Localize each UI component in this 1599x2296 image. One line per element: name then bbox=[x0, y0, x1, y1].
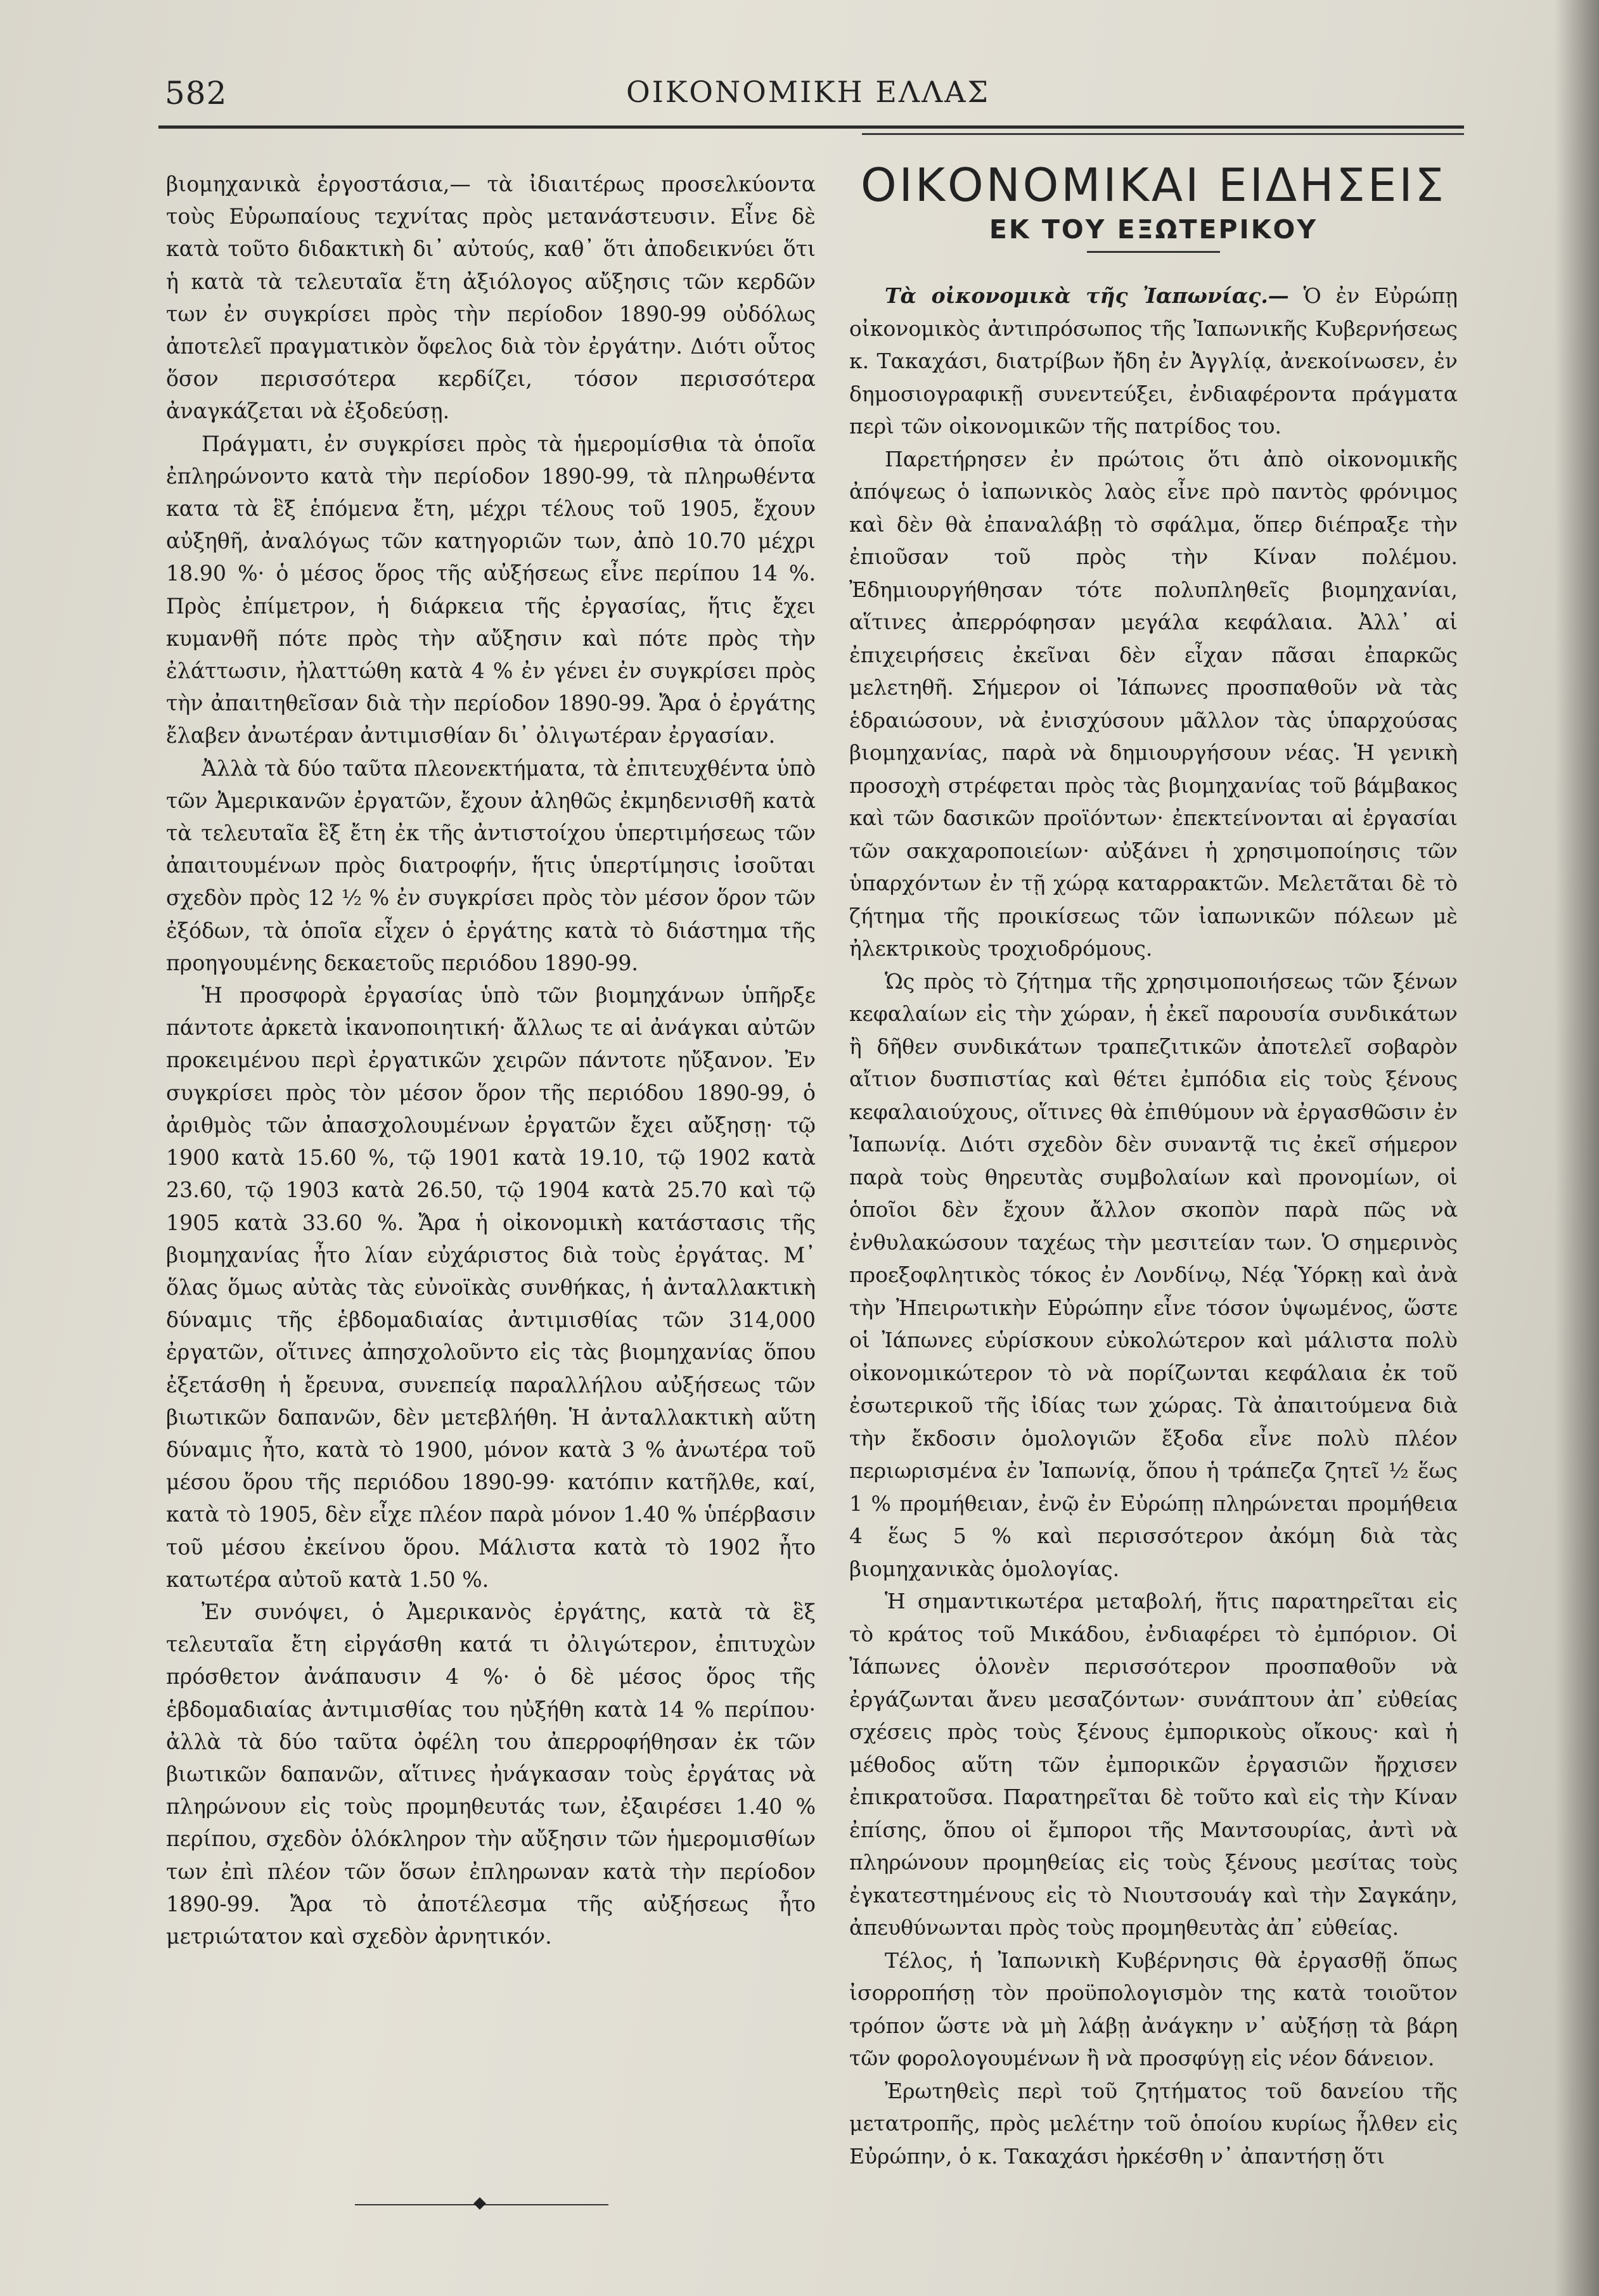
left-column bbox=[166, 168, 816, 1953]
running-title: ΟΙΚΟΝΟΜΙΚΗ ΕΛΛΑΣ bbox=[626, 75, 991, 109]
right-paragraph-3: Ἡ σημαντικωτέρα μεταβολή, ἥτις παρατηρεῖται εἰς τὸ κράτος τοῦ Μικάδου, ἐνδιαφέρει τὸ ἐμπόριον. Οἱ Ἰάπωνες ὁλονὲν περισσότερον προσπαθοῦν νὰ ἐργάζωνται ἄνευ μεσαζόντων· συνάπτουν ἀπ᾽ εὐθείας σχέσεις πρὸς τοὺς ξένους ἐμπορικοὺς οἴκους· καὶ ἡ μέθοδος αὕτη τῶν ἐμπορικῶν ἐργασιῶν ἤρχισεν ἐπικρατοῦσα. Παρατηρεῖται δὲ τοῦτο καὶ εἰς τὴν Κίναν ἐπίσης, ὅπου οἱ ἔμποροι τῆς Μαντσουρίας, ἀντὶ νὰ πληρώνουν προμηθείας εἰς τοὺς ξένους μεσίτας τοὺς ἐγκατεστημένους εἰς τὸ Νιουτσουάγ καὶ τὴν Σαγκάην, ἀπευθύνωνται πρὸς τοὺς προμηθευτὰς ἀπ᾽ εὐθείας. bbox=[849, 1589, 1458, 1940]
left-paragraph-5: Ἐν συνόψει, ὁ Ἀμερικανὸς ἐργάτης, κατὰ τὰ ἓξ τελευταῖα ἔτη εἰργάσθη κατά τι ὀλιγώτερον, ἐπιτυχὼν πρόσθετον ἀνάπαυσιν 4 %· ὁ δὲ μέσος ὅρος τῆς ἑβδομαδιαίας ἀντιμισθίας του ηὐξήθη κατὰ 14 % περίπου· ἀλλὰ τὰ δύο ταῦτα ὀφέλη του ἀπερροφήθησαν ἐκ τῶν βιωτικῶν δαπανῶν, αἵτινες ἠνάγκασαν τοὺς ἐργάτας νὰ πληρώνουν εἰς τοὺς προμηθευτάς των, ἐξαιρέσει 1.40 % περίπου, σχεδὸν ὁλόκληρον τὴν αὔξησιν τῶν ἡμερομισθίων των ἐπὶ πλέον τῶν ὅσων ἐπληρωναν κατὰ τὴν περίοδον 1890-99. Ἄρα τὸ ἀποτέλεσμα τῆς αὐξήσεως ἦτο μετριώτατον καὶ σχεδὸν ἀρνητικόν. bbox=[166, 1599, 816, 1949]
right-paragraph-1: Παρετήρησεν ἐν πρώτοις ὅτι ἀπὸ οἰκονομικῆς ἀπόψεως ὁ ἰαπωνικὸς λαὸς εἶνε πρὸ παντὸς φρόνιμος καὶ δὲν θὰ ἐπαναλάβῃ τὸ σφάλμα, ὅπερ διέπραξε τὴν ἐπιοῦσαν τοῦ πρὸς τὴν Κίναν πολέμου. Ἐδημιουργήθησαν τότε πολυπληθεῖς βιομηχανίαι, αἵτινες ἀπερρόφησαν μεγάλα κεφάλαια. Ἀλλ᾽ αἱ ἐπιχειρήσεις ἐκεῖναι δὲν εἶχαν πᾶσαι ἐπαρκῶς μελετηθῆ. Σήμερον οἱ Ἰάπωνες προσπαθοῦν νὰ τὰς ἑδραιώσουν, νὰ ἐνισχύσουν μᾶλλον τὰς ὑπαρχούσας βιομηχανίας, παρὰ νὰ δημιουργήσουν νέας. Ἡ γενικὴ προσοχὴ στρέφεται πρὸς τὰς βιομηχανίας τοῦ βάμβακος καὶ τῶν δασικῶν προϊόντων· ἐπεκτείνονται αἱ ἐργασίαι τῶν σακχαροποιείων· αὐξάνει ἡ χρησιμοποίησις τῶν ὑπαρχόντων ἐν τῇ χώρᾳ καταρρακτῶν. Μελετᾶται δὲ τὸ ζήτημα τῆς προικίσεως τῶν ἰαπωνικῶν πόλεων μὲ ἠλεκτρικοὺς τροχιοδρόμους. bbox=[849, 446, 1458, 961]
lead-paragraph bbox=[849, 279, 1458, 443]
right-paragraph-4: Τέλος, ἡ Ἰαπωνικὴ Κυβέρνησις θὰ ἐργασθῇ ὅπως ἰσορροπήσῃ τὸν προϋπολογισμὸν της κατὰ τοιοῦτον τρόπον ὥστε νὰ μὴ λάβῃ ἀνάγκην ν᾽ αὐξήσῃ τὰ βάρη τῶν φορολογουμένων ἢ νὰ προσφύγῃ εἰς νέον δάνειον. bbox=[849, 1947, 1458, 2070]
left-paragraph-3: Ἀλλὰ τὰ δύο ταῦτα πλεονεκτήματα, τὰ ἐπιτευχθέντα ὑπὸ τῶν Ἀμερικανῶν ἐργατῶν, ἔχουν ἀληθῶς ἐκμηδενισθῆ κατὰ τὰ τελευταῖα ἓξ ἔτη ἐκ τῆς ἀντιστοίχου ὑπερτιμήσεως τῶν ἀπαιτουμένων πρὸς διατροφήν, ἥτις ὑπερτίμησις ἰσοῦται σχεδὸν πρὸς 12 ½ % ἐν συγκρίσει πρὸς τὸν μέσον ὅρον τῶν ἐξόδων, τὰ ὁποῖα εἶχεν ὁ ἐργάτης κατὰ τὸ διάστημα τῆς προηγουμένης δεκαετοῦς περιόδου 1890-99. bbox=[166, 755, 816, 975]
section-rule bbox=[1087, 251, 1220, 253]
end-ornament bbox=[355, 2201, 608, 2209]
lead-text: Ὁ ἐν Εὐρώπῃ οἰκονομικὸς ἀντιπρόσωπος τῆς Ἰαπωνικῆς Κυβερνήσεως κ. Τακαχάσι, διατρίβων ἤδη ἐν Ἀγγλίᾳ, ἀνεκοίνωσεν, ἐν δημοσιογραφικῇ συνεντεύξει, ἐνδιαφέροντα πράγματα περὶ τῶν οἰκονομικῶν τῆς πατρίδος του. bbox=[849, 283, 1458, 439]
section-title: ΟΙΚΟΝΟΜΙΚΑΙ ΕΙΔΗΣΕΙΣ bbox=[860, 158, 1447, 212]
left-paragraph-4: Ἡ προσφορὰ ἐργασίας ὑπὸ τῶν βιομηχάνων ὑπῆρξε πάντοτε ἀρκετὰ ἱκανοποιητική· ἄλλως τε αἱ ἀνάγκαι αὐτῶν προκειμένου περὶ ἐργατικῶν χειρῶν πάντοτε ηὔξανον. Ἐν συγκρίσει πρὸς τὸν μέσον ὅρον τῆς περιόδου 1890-99, ὁ ἀριθμὸς τῶν ἀπασχολουμένων ἐργατῶν ἔχει αὔξησῃ· τῷ 1900 κατὰ 15.60 %, τῷ 1901 κατὰ 19.10, τῷ 1902 κατὰ 23.60, τῷ 1903 κατὰ 26.50, τῷ 1904 κατὰ 25.70 καὶ τῷ 1905 κατὰ 33.60 %. Ἄρα ἡ οἰκονομικὴ κατάστασις τῆς βιομηχανίας ἦτο λίαν εὐχάριστος διὰ τοὺς ἐργάτας. Μ᾽ ὅλας ὅμως αὐτὰς τὰς εὐνοϊκὰς συνθήκας, ἡ ἀνταλλακτικὴ δύναμις τῆς ἑβδομαδιαίας ἀντιμισθίας τῶν 314,000 ἐργατῶν, οἵτινες ἀπησχολοῦντο εἰς τὰς βιομηχανίας ὅπου ἐξετάσθη ἡ ἔρευνα, συνεπείᾳ παραλλήλου αὐξήσεως τῶν βιωτικῶν δαπανῶν, δὲν μετεβλήθη. Ἡ ἀνταλλακτικὴ αὕτη δύναμις ἦτο, κατὰ τὸ 1900, μόνον κατὰ 3 % ἀνωτέρα τοῦ μέσου ὅρου τῆς περιόδου 1890-99· κατόπιν κατῆλθε, καί, κατὰ τὸ 1905, δὲν εἶχε πλέον παρὰ μόνον 1.40 % ὑπέρβασιν τοῦ μέσου ἐκείνου ὅρου. Μάλιστα κατὰ τὸ 1902 ἦτο κατωτέρα αὐτοῦ κατὰ 1.50 %. bbox=[166, 983, 816, 1592]
header-rule bbox=[158, 125, 1464, 129]
left-paragraph-1: βιομηχανικὰ ἐργοστάσια,— τὰ ἰδιαιτέρως προσελκύοντα τοὺς Εὐρωπαίους τεχνίτας πρὸς μετανάστευσιν. Εἶνε δὲ κατὰ τοῦτο διδακτικὴ δι᾽ αὐτούς, καθ᾽ ὅτι ἀποδεικνύει ὅτι ἡ κατὰ τὰ τελευταῖα ἔτη ἀξιόλογος αὔξησις τῶν κερδῶν των ἐν συγκρίσει πρὸς τὴν περίοδον 1890-99 οὐδόλως ἀποτελεῖ πραγματικὸν ὄφελος διὰ τὸν ἐργάτην. Διότι οὗτος ὅσον περισσότερα κερδίζει, τόσον περισσότερα ἀναγκάζεται νὰ ἐξοδεύσῃ. bbox=[166, 172, 816, 424]
page-number: 582 bbox=[165, 75, 228, 112]
end-ornament-diamond bbox=[473, 2197, 486, 2210]
right-paragraph-2: Ὡς πρὸς τὸ ζήτημα τῆς χρησιμοποιήσεως τῶν ξένων κεφαλαίων εἰς τὴν χώραν, ἡ ἐκεῖ παρουσία συνδικάτων ἢ δῆθεν συνδικάτων τραπεζιτικῶν ἀποτελεῖ σοβαρὸν αἴτιον δυσπιστίας καὶ θέτει ἐμπόδια εἰς τοὺς ξένους κεφαλαιούχους, οἵτινες θὰ ἐπιθύμουν νὰ ἐργασθῶσιν ἐν Ἰαπωνίᾳ. Διότι σχεδὸν δὲν συναντᾷ τις ἐκεῖ σήμερον παρὰ τοὺς θηρευτὰς συμβολαίων καὶ προνομίων, οἱ ὁποῖοι δὲν ἔχουν ἄλλον σκοπὸν παρὰ πῶς νὰ ἐνθυλακώσουν ταχέως τὴν μεσιτείαν των. Ὁ σημερινὸς προεξοφλητικὸς τόκος ἐν Λονδίνῳ, Νέᾳ Ὑόρκῃ καὶ ἀνὰ τὴν Ἠπειρωτικὴν Εὐρώπην εἶνε τόσον ὑψωμένος, ὥστε οἱ Ἰάπωνες εὑρίσκουν εὐκολώτερον καὶ μάλιστα πολὺ οἰκονομικώτερον τὸ νὰ πορίζωνται κεφάλαια ἐκ τοῦ ἐσωτερικοῦ τῆς ἰδίας των χώρας. Τὰ ἀπαιτούμενα διὰ τὴν ἔκδοσιν ὁμολογιῶν ἔξοδα εἶνε πολὺ πλέον περιωρισμένα ἐν Ἰαπωνίᾳ, ὅπου ἡ τράπεζα ζητεῖ ½ ἕως 1 % προμήθειαν, ἐνῷ ἐν Εὐρώπῃ πληρώνεται προμήθεια 4 ἕως 5 % καὶ περισσότερον ἀκόμη διὰ τὰς βιομηχανικὰς ὁμολογίας. bbox=[849, 968, 1458, 1581]
section-subtitle: ΕΚ ΤΟΥ ΕΞΩΤΕΡΙΚΟΥ bbox=[989, 214, 1318, 245]
page-edge-shadow bbox=[1555, 0, 1599, 2296]
header-rule-secondary bbox=[862, 133, 1464, 135]
right-column bbox=[849, 160, 1458, 2172]
left-paragraph-2: Πράγματι, ἐν συγκρίσει πρὸς τὰ ἡμερομίσθια τὰ ὁποῖα ἐπληρώνοντο κατὰ τὴν περίοδον 1890-99, τὰ πληρωθέντα κατα τὰ ἓξ ἑπόμενα ἔτη, μέχρι τέλους τοῦ 1905, ἔχουν αὐξηθῆ, ἀναλόγως τῶν κατηγοριῶν των, ἀπὸ 10.70 μέχρι 18.90 %· ὁ μέσος ὅρος τῆς αὐξήσεως εἶνε περίπου 14 %. Πρὸς ἐπίμετρον, ἡ διάρκεια τῆς ἐργασίας, ἥτις ἔχει κυμανθῆ πότε πρὸς τὴν αὔξησιν καὶ πότε πρὸς τὴν ἐλάττωσιν, ἠλαττώθη κατὰ 4 % ἐν γένει ἐν συγκρίσει πρὸς τὴν ἀπαιτηθεῖσαν διὰ τὴν περίοδον 1890-99. Ἄρα ὁ ἐργάτης ἔλαβεν ἀνωτέραν ἀντιμισθίαν δι᾽ ὀλιγωτέραν ἐργασίαν. bbox=[166, 431, 816, 748]
lead-heading: Τὰ οἰκονομικὰ τῆς Ἰαπωνίας.— bbox=[885, 283, 1289, 308]
right-paragraph-5: Ἐρωτηθεὶς περὶ τοῦ ζητήματος τοῦ δανείου τῆς μετατροπῆς, πρὸς μελέτην τοῦ ὁποίου κυρίως ἦλθεν εἰς Εὐρώπην, ὁ κ. Τακαχάσι ἠρκέσθη ν᾽ ἀπαντήσῃ ὅτι bbox=[849, 2078, 1458, 2169]
